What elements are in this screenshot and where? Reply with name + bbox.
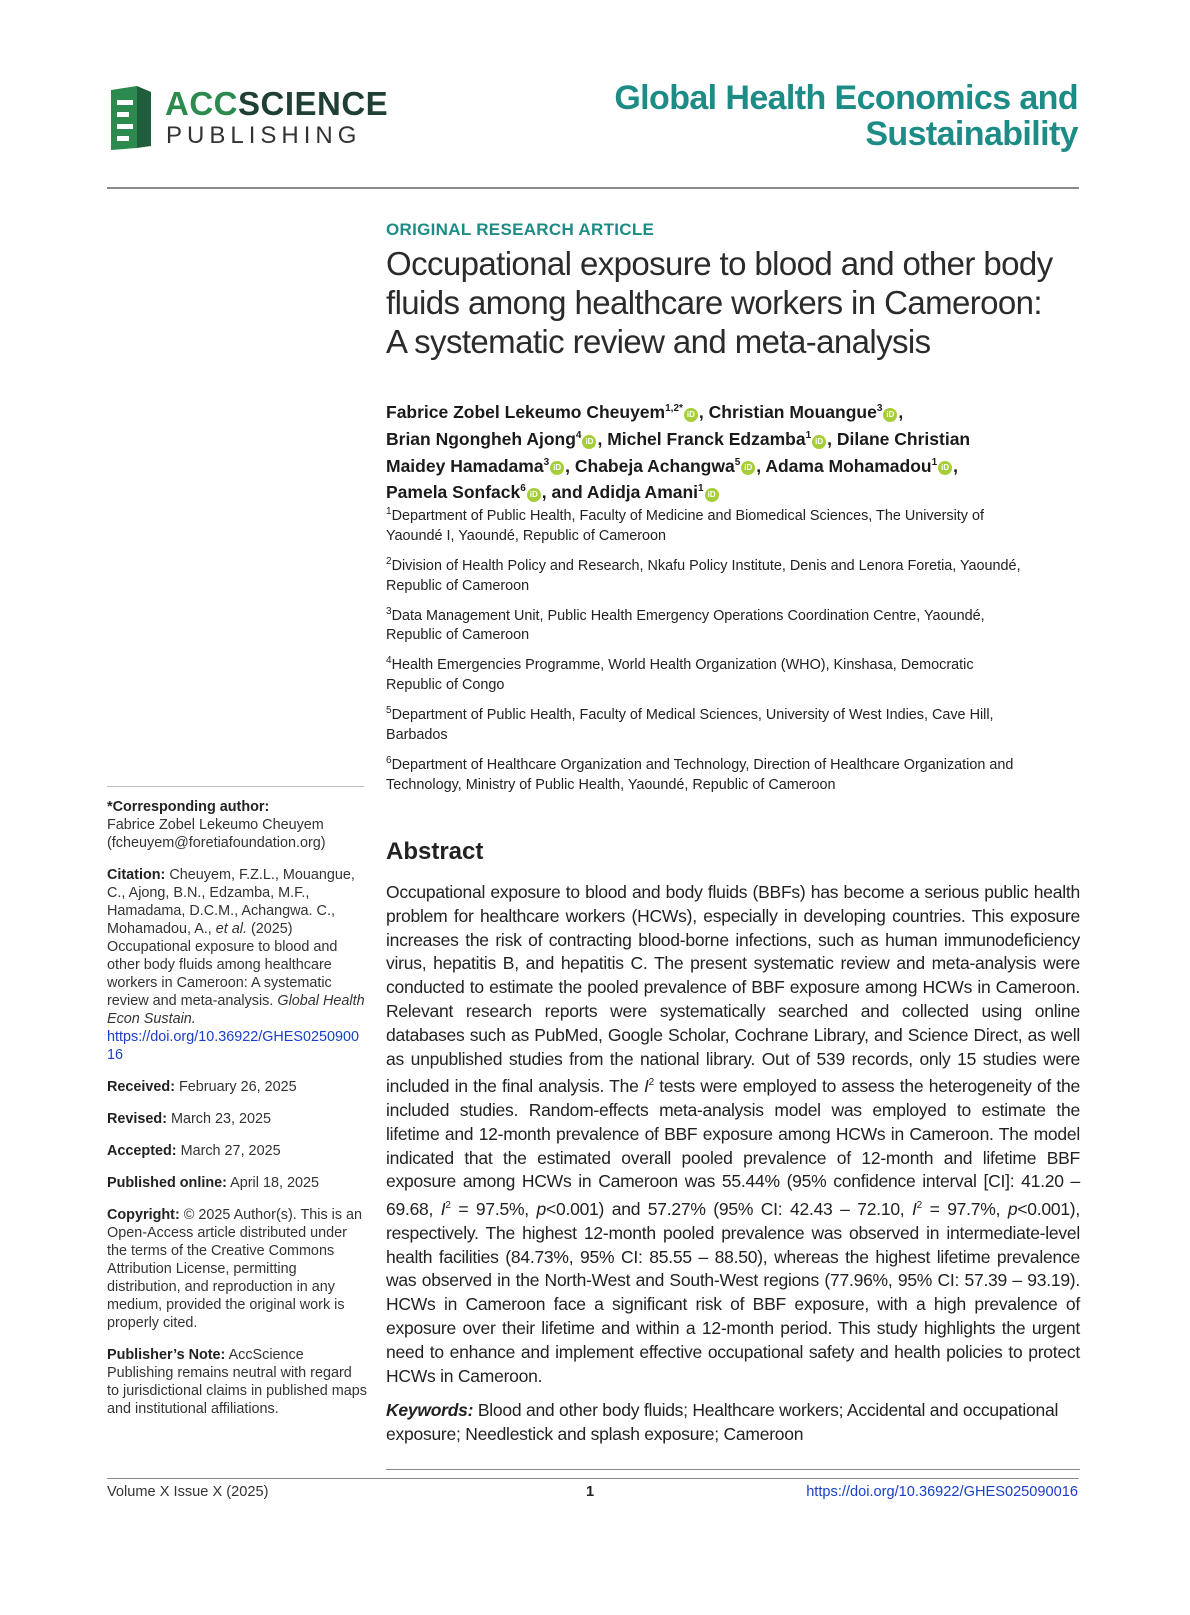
page-number: 1 — [586, 1484, 595, 1500]
orcid-icon[interactable]: iD — [527, 488, 541, 502]
i-squared-symbol: I — [440, 1199, 446, 1220]
citation-text: Cheuyem, F.Z.L., Mouangue, C., Ajong, B.N., Edzamba, M.F., Hamadama, D.C.M., Achangwa. C., Mohamadou, A., — [107, 867, 355, 937]
affiliation — [386, 552, 1080, 596]
citation — [107, 866, 367, 1064]
corresponding-author — [107, 798, 367, 852]
orcid-icon[interactable]: iD — [938, 461, 952, 475]
citation-etal: et al. — [215, 921, 247, 937]
publisher-note-text: AccScience Publishing remains neutral with regard to jurisdictional claims in published maps and institutional affiliations. — [107, 1347, 367, 1417]
author-name: Christian Mouangue — [708, 401, 877, 422]
publisher-logo[interactable] — [107, 84, 389, 154]
i-squared-symbol: I — [643, 1076, 649, 1097]
received-value: February 26, 2025 — [179, 1079, 297, 1095]
publisher-note — [107, 1346, 367, 1418]
author-affiliation-sup: 4 — [575, 429, 582, 441]
published-value: April 18, 2025 — [230, 1175, 319, 1191]
superscript: 2 — [648, 1077, 654, 1089]
corresponding-author-label: *Corresponding author: — [107, 799, 270, 815]
citation-doi-link[interactable]: https://doi.org/10.36922/GHES025090016 — [107, 1029, 360, 1063]
affiliation-line: Republic of Cameroon — [386, 577, 530, 594]
corresponding-author-name: Fabrice Zobel Lekeumo Cheuyem — [107, 817, 324, 833]
affiliation-number: 1 — [386, 506, 392, 517]
author-name: Adidja Amani — [586, 482, 699, 503]
footer-divider — [107, 1478, 1079, 1479]
author-line: Brian Ngongheh Ajong$^4$iD , Michel Franck Edzamba$^1$iD , Dilane Christian — [386, 428, 971, 449]
title-line: Occupational exposure to blood and other body — [386, 245, 1053, 282]
revised-date — [107, 1110, 367, 1128]
accepted-label: Accepted: — [107, 1143, 177, 1159]
author-name: Fabrice Zobel Lekeumo Cheuyem — [386, 401, 666, 422]
i-squared-symbol: I — [912, 1199, 917, 1220]
revised-value: March 23, 2025 — [171, 1111, 271, 1127]
affiliation — [386, 502, 1080, 546]
author-affiliation-sup: 1 — [698, 483, 704, 495]
superscript: 2 — [916, 1200, 922, 1212]
author-affiliation-sup: 3 — [876, 403, 883, 414]
affiliation-number: 4 — [386, 655, 392, 667]
p-value-symbol: p — [1007, 1199, 1018, 1220]
abstract-segment: = 97.7%, — [921, 1199, 1008, 1220]
author-name: Pamela Sonfack — [386, 482, 521, 503]
received-date — [107, 1078, 367, 1096]
sidebar-divider — [107, 786, 364, 787]
footer-volume: Volume X Issue X (2025) — [107, 1484, 269, 1500]
author-line: Maidey Hamadama$^3$iD , Chabeja Achangwa$^5$iD , Adama Mohamadou$^1$iD , — [386, 455, 959, 476]
orcid-icon[interactable]: iD — [883, 408, 897, 422]
affiliations — [386, 502, 1080, 801]
copyright — [107, 1206, 367, 1332]
affiliation-line: Division of Health Policy and Research, Nkafu Policy Institute, Denis and Lenora Foretia, Yaoundé, — [391, 557, 1021, 574]
citation-label: Citation: — [107, 867, 166, 883]
article-title — [386, 244, 1086, 361]
orcid-icon[interactable]: iD — [684, 408, 698, 422]
keywords-text: Blood and other body fluids; Healthcare workers; Accidental and occupational exposure; Needlestick and splash exposure; Cameroon — [386, 1400, 1059, 1444]
author-affiliation-sup: 1 — [805, 429, 812, 441]
affiliation — [386, 701, 1080, 745]
abstract-text — [386, 881, 1080, 1388]
author-affiliation-sup: 3 — [543, 456, 550, 468]
author-name-part2: Maidey Hamadama — [386, 455, 544, 476]
affiliation-number: 3 — [386, 605, 392, 617]
author-list — [386, 397, 1086, 504]
logo-wordmark: ACCSCIENCE — [165, 85, 389, 122]
orcid-icon[interactable]: iD — [582, 435, 596, 449]
published-date — [107, 1174, 367, 1192]
abstract-segment: = 97.5%, — [450, 1199, 537, 1220]
author-name: Michel Franck Edzamba — [607, 428, 806, 449]
author-name-part1: Dilane Christian — [836, 428, 971, 449]
superscript: 2 — [445, 1200, 451, 1212]
author-affiliation-sup: 5 — [734, 456, 741, 468]
journal-title-line1: Global Health Economics and — [614, 79, 1078, 117]
affiliation-number: 2 — [386, 555, 392, 567]
affiliation-line: Department of Healthcare Organization and Technology, Direction of Healthcare Organization and — [391, 756, 1014, 773]
copyright-label: Copyright: — [107, 1207, 180, 1223]
affiliation-line: Data Management Unit, Public Health Emergency Operations Coordination Centre, Yaoundé, — [391, 607, 985, 624]
journal-title — [518, 80, 1078, 152]
author-name: Brian Ngongheh Ajong — [386, 428, 576, 449]
affiliation — [386, 602, 1080, 646]
accepted-date — [107, 1142, 367, 1160]
orcid-icon[interactable]: iD — [705, 488, 719, 502]
orcid-icon[interactable]: iD — [550, 461, 564, 475]
footer-doi-link[interactable]: https://doi.org/10.36922/GHES025090016 — [806, 1484, 1078, 1500]
affiliation-line: Yaoundé I, Yaoundé, Republic of Cameroon — [386, 527, 667, 544]
affiliation-number: 5 — [386, 705, 392, 717]
copyright-text: © 2025 Author(s). This is an Open-Access article distributed under the terms of the Creative Commons Attribution License, permitting distribution, and reproduction in any medium, provided the original work is properly cited. — [107, 1207, 363, 1331]
affiliation-line: Department of Public Health, Faculty of Medical Sciences, University of West Indies, Cave Hill, — [391, 706, 994, 723]
title-line: fluids among healthcare workers in Cameroon: — [386, 284, 1042, 321]
citation-text: (2025) Occupational exposure to blood and other body fluids among healthcare workers in Cameroon: A systematic review and meta-analysis. — [107, 921, 338, 1009]
article-type: ORIGINAL RESEARCH ARTICLE — [386, 220, 655, 239]
affiliation-line: Republic of Cameroon — [386, 627, 530, 644]
affiliation-line: Technology, Ministry of Public Health, Yaoundé, Republic of Cameroon — [386, 776, 836, 793]
accepted-value: March 27, 2025 — [180, 1143, 281, 1159]
author-and: and — [551, 482, 583, 503]
book-logo-icon — [107, 84, 155, 152]
received-label: Received: — [107, 1079, 175, 1095]
article-info-sidebar — [107, 798, 367, 1432]
title-line: A systematic review and meta-analysis — [386, 323, 931, 360]
affiliation-number: 6 — [386, 754, 392, 766]
header-divider — [107, 187, 1079, 189]
affiliation-line: Health Emergencies Programme, World Health Organization (WHO), Kinshasa, Democratic — [391, 657, 974, 674]
abstract-divider — [386, 1469, 1080, 1470]
author-affiliation-sup: 1 — [931, 456, 938, 468]
affiliation — [386, 651, 1080, 695]
keywords-label: Keywords: — [386, 1400, 474, 1420]
p-value-symbol: p — [536, 1199, 547, 1220]
abstract-heading: Abstract — [386, 838, 484, 865]
published-label: Published online: — [107, 1175, 227, 1191]
abstract-segment: <0.001) and 57.27% (95% CI: 42.43 – 72.10, — [546, 1199, 913, 1220]
affiliation-line: Department of Public Health, Faculty of Medicine and Biomedical Sciences, The University of — [391, 507, 984, 524]
author-name: Adama Mohamadou — [765, 455, 932, 476]
revised-label: Revised: — [107, 1111, 167, 1127]
journal-title-line2: Sustainability — [865, 115, 1078, 153]
orcid-icon[interactable]: iD — [741, 461, 755, 475]
publisher-note-label: Publisher’s Note: — [107, 1347, 226, 1363]
author-affiliation-sup: 6 — [520, 483, 526, 495]
affiliation — [386, 751, 1080, 795]
abstract-segment: tests were employed to assess the heterogeneity of the included studies. Random-effects meta-analysis model was employed to estimate the lifetime and 12-month prevalence of BBF exposure among HCWs in Cameroon. The model indicated that the estimated overall pooled prevalence of 12-month and lifetime BBF exposure among HCWs in Cameroon was 55.44% (95% confidence interval [CI]: 41.20 – 69.68, — [386, 1076, 1081, 1220]
author-name: Chabeja Achangwa — [574, 455, 735, 476]
author-line: Fabrice Zobel Lekeumo Cheuyem$^{1,2*}$iD , Christian Mouangue$^3$iD , — [386, 401, 904, 422]
keywords — [386, 1399, 1080, 1447]
affiliation-line: Republic of Congo — [386, 677, 505, 694]
author-affiliation-sup: 1,2* — [665, 403, 683, 414]
logo-publishing: PUBLISHING — [166, 122, 362, 149]
affiliation-line: Barbados — [386, 726, 448, 743]
abstract-segment: Occupational exposure to blood and body fluids (BBFs) has become a serious public health problem for healthcare workers (HCWs), especially in developing countries. This exposure increases the risk of contracting blood-borne infections, such as human immunodeficiency virus, hepatitis B, and hepatitis C. The present systematic review and meta-analysis were conducted to estimate the pooled prevalence of BBF exposure among HCWs in Cameroon. Relevant research reports were systematically searched and collected using online databases such as PubMed, Google Scholar, Cochrane Library, and Science Direct, as well as unpublished studies from the national library. Out of 539 records, only 15 studies were included in the final analysis. The — [386, 882, 1080, 1097]
corresponding-author-email[interactable]: (fcheuyem@foretiafoundation.org) — [107, 835, 326, 851]
abstract-segment: <0.001), respectively. The highest 12-month pooled prevalence was observed in intermediate-level health facilities (84.73%, 95% CI: 85.55 – 88.50), whereas the highest lifetime prevalence was observed in the North-West and South-West regions (77.96%, 95% CI: 57.39 – 93.19). HCWs in Cameroon face a significant risk of BBF exposure, with a high prevalence of exposure over their lifetime and within a 12-month period. This study highlights the urgent need to enhance and implement effective occupational safety and health policies to protect HCWs in Cameroon. — [386, 1199, 1080, 1386]
orcid-icon[interactable]: iD — [812, 435, 826, 449]
citation-journal: Global Health Econ Sustain. — [107, 993, 365, 1027]
author-line: Pamela Sonfack$^6$iD , and Adidja Amani$^1$iD — [386, 477, 1086, 504]
